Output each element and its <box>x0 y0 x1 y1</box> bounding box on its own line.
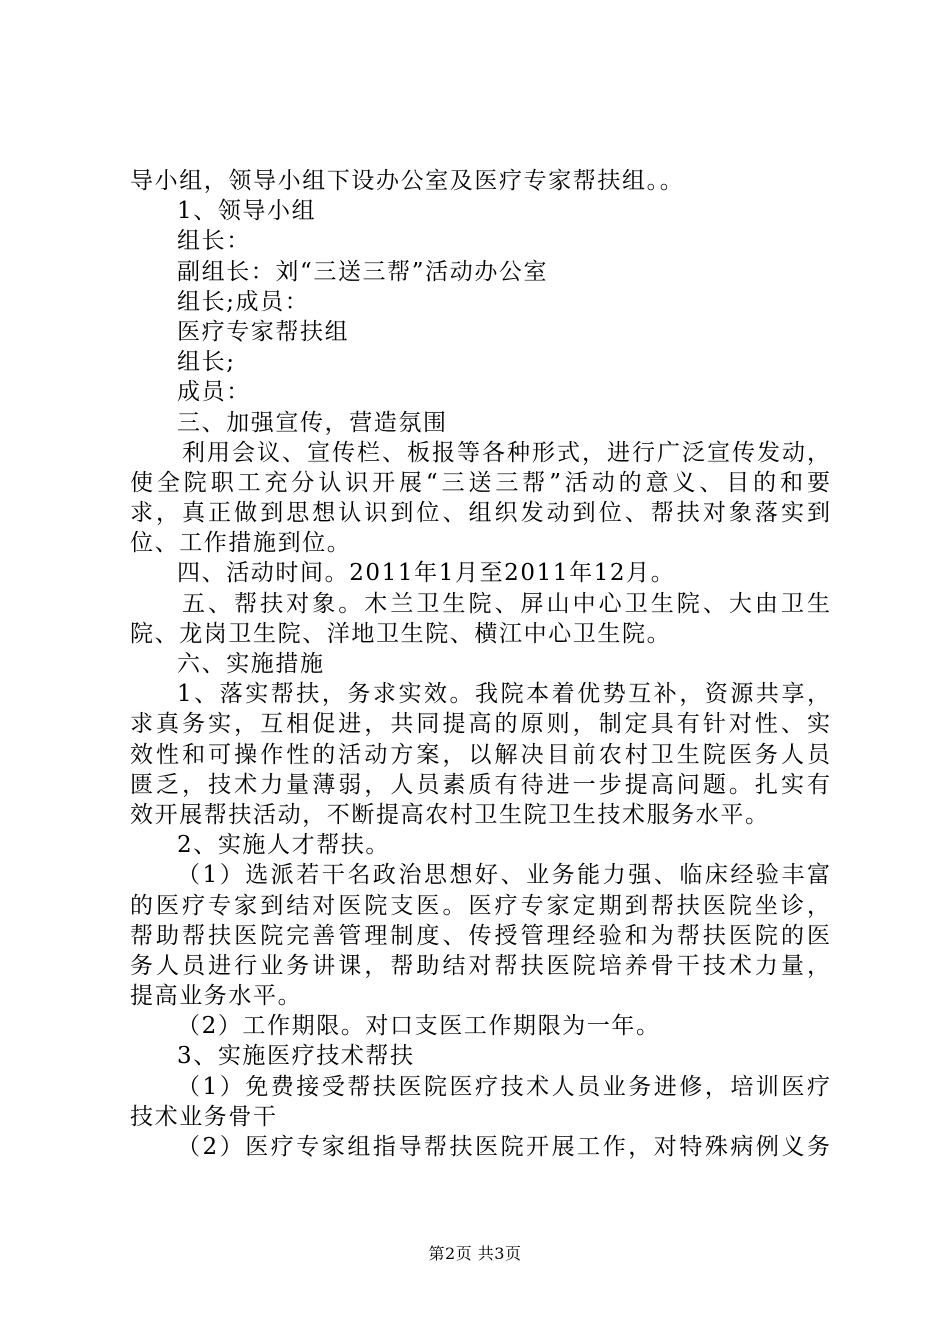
section-heading: 四、活动时间。2011年1月至2011年12月。 <box>177 560 676 587</box>
text-line: 求，真正做到思想认识到位、组织发动到位、帮扶对象落实到 <box>130 500 830 527</box>
section-heading: 1、领导小组 <box>177 198 317 225</box>
section-heading: 2、实施人才帮扶。 <box>177 832 391 859</box>
text-line: 组长;成员： <box>177 288 310 315</box>
text-line: （2）医疗专家组指导帮扶医院开展工作，对特殊病例义务 <box>177 1134 830 1160</box>
text-line: 副组长：刘“三送三帮”活动办公室 <box>177 258 549 285</box>
section-heading: 六、实施措施 <box>177 651 325 677</box>
text-line: 技术业务骨干 <box>130 1103 278 1130</box>
text-line: 位、工作措施到位。 <box>130 530 352 557</box>
text-line: 医疗专家帮扶组 <box>177 318 350 345</box>
text-line: 匮乏，技术力量薄弱，人员素质有待进一步提高问题。扎实有 <box>130 771 830 798</box>
text-line: （1）免费接受帮扶医院医疗技术人员业务进修，培训医疗 <box>177 1073 830 1100</box>
text-line: 院、龙岗卫生院、洋地卫生院、横江中心卫生院。 <box>130 620 672 647</box>
section-heading: 五、帮扶对象。木兰卫生院、屏山中心卫生院、大由卫生 <box>182 590 830 617</box>
document-body <box>130 166 830 1162</box>
text-line: 组长; <box>177 349 236 376</box>
section-heading: 三、加强宣传，营造氛围 <box>177 409 448 436</box>
text-line: （1）选派若干名政治思想好、业务能力强、临床经验丰富 <box>177 862 830 889</box>
text-line: 导小组，领导小组下设办公室及医疗专家帮扶组。。 <box>130 168 685 194</box>
text-line: 组长： <box>177 228 251 255</box>
text-line: 帮助帮扶医院完善管理制度、传授管理经验和为帮扶医院的医 <box>130 922 830 949</box>
text-line: 效开展帮扶活动，不断提高农村卫生院卫生技术服务水平。 <box>130 801 770 828</box>
text-line: （2）工作期限。对口支医工作期限为一年。 <box>177 1013 661 1040</box>
text-line: 效性和可操作性的活动方案，以解决目前农村卫生院医务人员 <box>130 741 830 768</box>
section-heading: 3、实施医疗技术帮扶 <box>177 1043 415 1070</box>
text-line: 求真务实，互相促进，共同提高的原则，制定具有针对性、实 <box>130 711 830 738</box>
text-line: 利用会议、宣传栏、板报等各种形式，进行广泛宣传发动， <box>182 439 830 466</box>
text-line: 成员： <box>177 379 251 406</box>
text-line: 的医疗专家到结对医院支医。医疗专家定期到帮扶医院坐诊， <box>130 892 830 919</box>
text-line: 务人员进行业务讲课，帮助结对帮扶医院培养骨干技术力量， <box>130 952 830 979</box>
text-line: 提高业务水平。 <box>130 983 303 1010</box>
page-number-footer: 第2页 共3页 <box>428 1244 522 1263</box>
text-line: 1、落实帮扶，务求实效。我院本着优势互补，资源共享， <box>177 681 830 708</box>
text-line: 使全院职工充分认识开展“三送三帮”活动的意义、目的和要 <box>130 469 830 496</box>
